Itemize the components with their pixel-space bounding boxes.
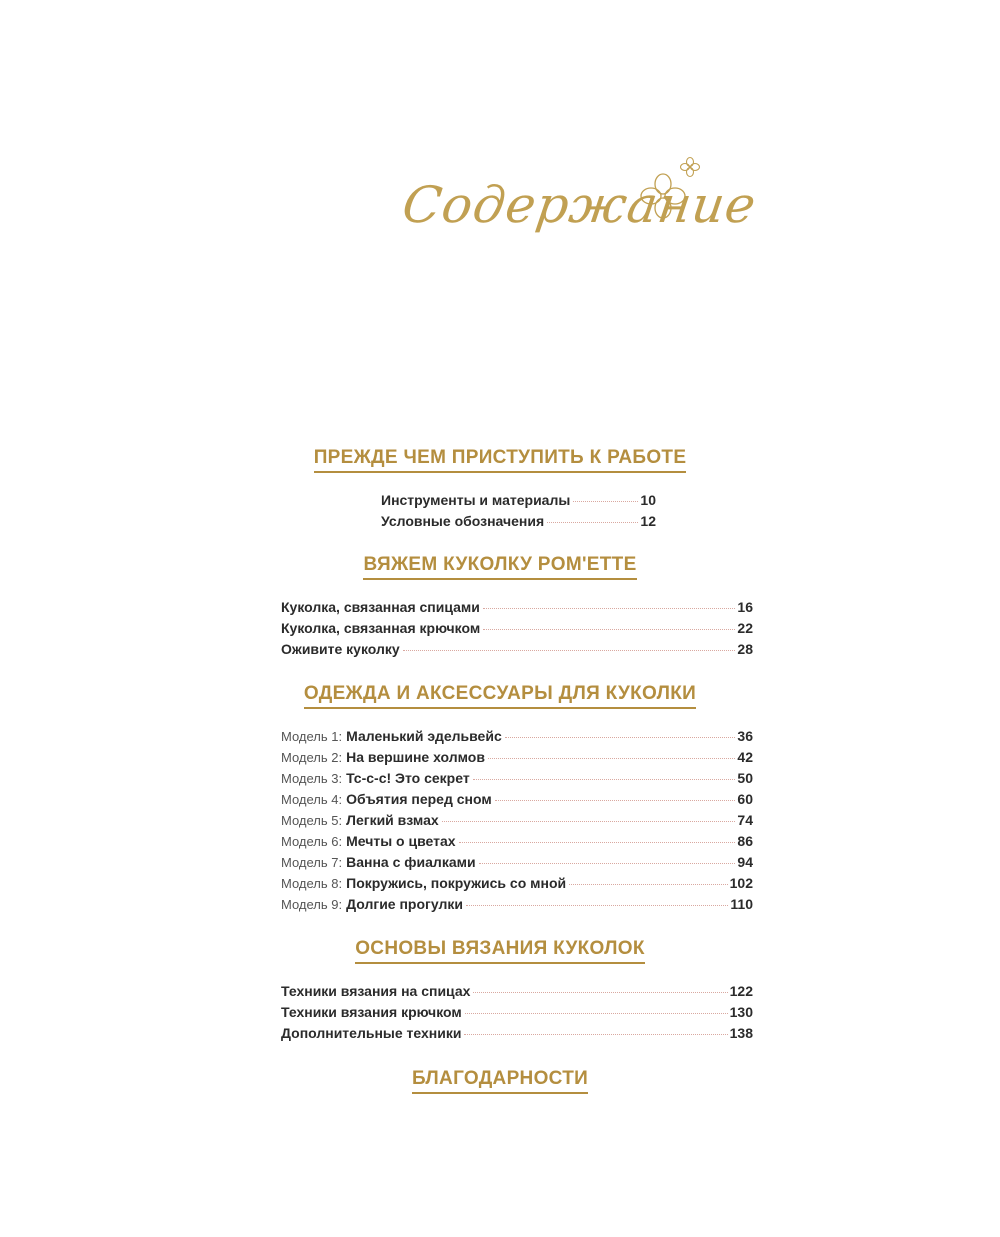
toc-list: [281, 599, 753, 662]
toc-entry-label: Мечты о цветах: [346, 833, 456, 849]
dot-leader: [488, 758, 735, 759]
toc-entry-prefix: Модель 7:: [281, 855, 343, 870]
toc-entry-label: Куколка, связанная спицами: [281, 599, 480, 615]
section-heading: [0, 683, 1000, 709]
toc-entry-page: 110: [730, 896, 753, 912]
toc-entry[interactable]: [281, 728, 753, 749]
toc-entry[interactable]: [281, 896, 753, 917]
toc-entry-page: 102: [729, 875, 753, 891]
toc-entry[interactable]: [281, 770, 753, 791]
section-heading-text: БЛАГОДАРНОСТИ: [412, 1068, 588, 1094]
toc-entry-label: Покружись, покружись со мной: [346, 875, 567, 891]
toc-entry[interactable]: [281, 812, 753, 833]
toc-entry-page: 122: [729, 983, 753, 999]
toc-entry[interactable]: [281, 599, 753, 620]
dot-leader: [479, 863, 736, 864]
toc-entry-label: Оживите куколку: [281, 641, 400, 657]
dot-leader: [442, 821, 736, 822]
toc-entry-prefix: Модель 6:: [281, 834, 343, 849]
toc-entry-label: Маленький эдельвейс: [346, 728, 502, 744]
toc-entry-label: Куколка, связанная крючком: [281, 620, 481, 636]
toc-entry-label: Тс-с-с! Это секрет: [346, 770, 470, 786]
toc-entry-prefix: Модель 3:: [281, 771, 343, 786]
section-heading-text: ВЯЖЕМ КУКОЛКУ POM'ETTE: [363, 554, 636, 580]
toc-list: [381, 492, 656, 534]
dot-leader: [483, 629, 735, 630]
section-heading-text: ОДЕЖДА И АКСЕССУАРЫ ДЛЯ КУКОЛКИ: [304, 683, 696, 709]
toc-entry-label: Долгие прогулки: [346, 896, 463, 912]
section-heading: [0, 447, 1000, 473]
toc-entry-page: 130: [729, 1004, 753, 1020]
toc-entry-prefix: Модель 1:: [281, 729, 343, 744]
section-heading: [0, 938, 1000, 964]
toc-entry-prefix: Модель 5:: [281, 813, 343, 828]
toc-list: [281, 728, 753, 917]
toc-entry-label: Легкий взмах: [346, 812, 439, 828]
dot-leader: [464, 1034, 727, 1035]
toc-entry-page: 12: [640, 513, 656, 529]
toc-entry-label: Объятия перед сном: [346, 791, 492, 807]
section-heading: [0, 1068, 1000, 1094]
toc-entry-prefix: Модель 9:: [281, 897, 343, 912]
toc-entry[interactable]: [281, 749, 753, 770]
toc-entry-label: Техники вязания на спицах: [281, 983, 471, 999]
toc-entry-label: Техники вязания крючком: [281, 1004, 462, 1020]
toc-entry-page: 28: [737, 641, 753, 657]
toc-entry[interactable]: [281, 854, 753, 875]
toc-entry-prefix: Модель 2:: [281, 750, 343, 765]
page-title-block: [395, 150, 761, 250]
toc-entry-label: Условные обозначения: [381, 513, 545, 529]
toc-entry-page: 50: [737, 770, 753, 786]
toc-entry-label: Ванна с фиалками: [346, 854, 476, 870]
toc-entry[interactable]: [381, 513, 656, 534]
toc-entry[interactable]: [281, 875, 753, 896]
dot-leader: [473, 779, 736, 780]
toc-entry-page: 138: [729, 1025, 753, 1041]
dot-leader: [547, 522, 638, 523]
toc-entry-page: 74: [737, 812, 753, 828]
toc-entry-label: Инструменты и материалы: [381, 492, 571, 508]
dot-leader: [573, 501, 638, 502]
dot-leader: [466, 905, 728, 906]
toc-entry-page: 94: [737, 854, 753, 870]
dot-leader: [569, 884, 728, 885]
toc-entry-page: 16: [737, 599, 753, 615]
dot-leader: [495, 800, 736, 801]
toc-entry-page: 42: [737, 749, 753, 765]
section-heading-text: ОСНОВЫ ВЯЗАНИЯ КУКОЛОК: [355, 938, 645, 964]
toc-entry-prefix: Модель 8:: [281, 876, 343, 891]
dot-leader: [473, 992, 727, 993]
toc-entry[interactable]: [281, 641, 753, 662]
toc-entry[interactable]: [281, 1025, 753, 1046]
toc-entry[interactable]: [381, 492, 656, 513]
toc-entry-page: 22: [737, 620, 753, 636]
section-heading-text: ПРЕЖДЕ ЧЕМ ПРИСТУПИТЬ К РАБОТЕ: [314, 447, 687, 473]
dot-leader: [465, 1013, 728, 1014]
dot-leader: [505, 737, 736, 738]
page-title: Содержание: [398, 176, 761, 234]
toc-entry-page: 86: [737, 833, 753, 849]
dot-leader: [483, 608, 736, 609]
flower-icon: [679, 156, 701, 178]
toc-entry-label: Дополнительные техники: [281, 1025, 462, 1041]
toc-entry[interactable]: [281, 620, 753, 641]
toc-list: [281, 983, 753, 1046]
toc-entry[interactable]: [281, 791, 753, 812]
toc-entry-prefix: Модель 4:: [281, 792, 343, 807]
dot-leader: [459, 842, 736, 843]
toc-entry-page: 60: [737, 791, 753, 807]
toc-entry[interactable]: [281, 1004, 753, 1025]
dot-leader: [403, 650, 736, 651]
toc-entry[interactable]: [281, 983, 753, 1004]
toc-entry[interactable]: [281, 833, 753, 854]
toc-entry-page: 36: [737, 728, 753, 744]
toc-entry-label: На вершине холмов: [346, 749, 485, 765]
section-heading: [0, 554, 1000, 580]
toc-entry-page: 10: [640, 492, 656, 508]
